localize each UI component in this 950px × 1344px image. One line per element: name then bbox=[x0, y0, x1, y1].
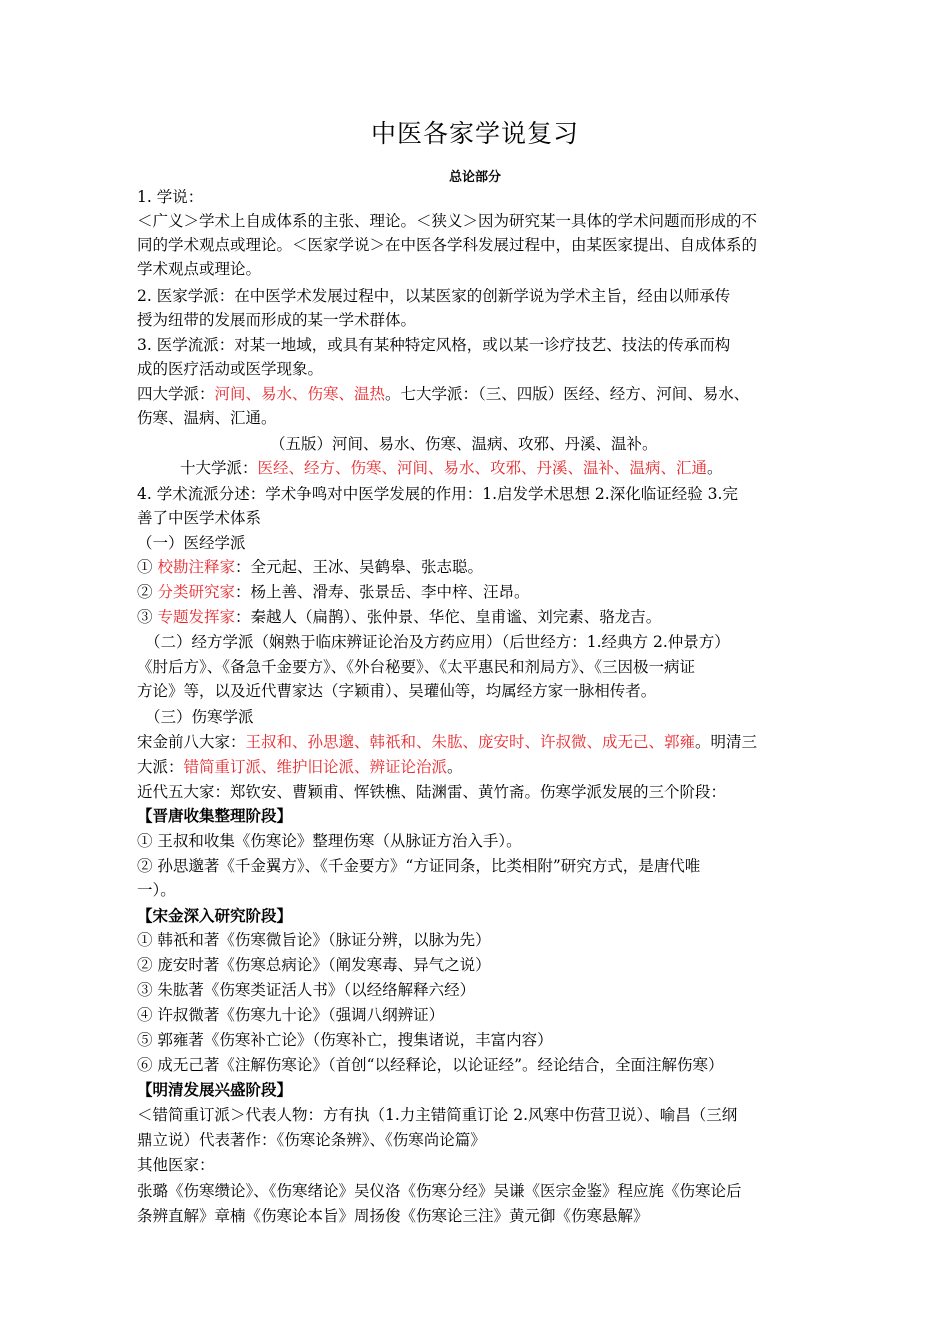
text-segment: 大派： bbox=[137, 758, 184, 776]
text-line bbox=[137, 1105, 737, 1125]
text-segment: 十大学派： bbox=[180, 459, 258, 477]
text-line bbox=[137, 980, 475, 1000]
text-line bbox=[137, 856, 700, 876]
text-segment: ＜广义＞学术上自成体系的主张、理论。＜狭义＞因为研究某一具体的学术问题而形成的不 bbox=[137, 212, 758, 230]
text-segment: 善了中医学术体系 bbox=[137, 509, 262, 527]
text-segment: 同的学术观点或理论。＜医家学说＞在中医各学科发展过程中，由某医家提出、自成体系的 bbox=[137, 236, 758, 254]
text-segment: 其他医家： bbox=[137, 1156, 215, 1174]
stage-heading: 【晋唐收集整理阶段】 bbox=[137, 806, 293, 825]
text-segment: ① bbox=[137, 558, 158, 576]
text-segment: ④ 许叔微著《伤寒九十论》（强调八纲辨证） bbox=[137, 1006, 445, 1024]
text-segment: 伤寒、温病、汇通。 bbox=[137, 409, 277, 427]
highlighted-text: 河间、易水、伤寒、温热 bbox=[214, 385, 386, 403]
text-segment: 宋金前八大家： bbox=[137, 733, 246, 751]
text-line bbox=[137, 533, 246, 553]
text-segment: 3. 医学流派：对某一地域，或具有某种特定风格，或以某一诊疗技艺、技法的传承而构 bbox=[137, 336, 731, 354]
highlighted-text: 专题发挥家 bbox=[157, 608, 235, 626]
text-line bbox=[137, 286, 730, 306]
text-line bbox=[137, 384, 749, 404]
text-line bbox=[137, 906, 292, 926]
text-segment: ③ 朱肱著《伤寒类证活人书》（以经络解释六经） bbox=[137, 981, 476, 999]
text-segment: 2. 医家学派：在中医学术发展过程中，以某医家的创新学说为学术主旨，经由以师承传 bbox=[137, 287, 731, 305]
text-line bbox=[137, 259, 261, 279]
text-segment: 方论》等，以及近代曹家达（字颖甫）、吴瓘仙等，均属经方家一脉相传者。 bbox=[137, 682, 657, 700]
text-segment: ② 孙思邈著《千金翼方》、《千金要方》“方证同条，比类相附”研究方式，是唐代唯 bbox=[137, 857, 701, 875]
text-line bbox=[137, 508, 261, 528]
text-segment: 一）。 bbox=[137, 881, 176, 899]
highlighted-text: 分类研究家 bbox=[157, 583, 235, 601]
text-line bbox=[137, 930, 491, 950]
highlighted-text: 医经、经方、伤寒、河间、易水、攻邪、丹溪、温补、温病、汇通 bbox=[257, 459, 708, 477]
text-line bbox=[137, 806, 292, 826]
text-segment: ② 庞安时著《伤寒总病论》（阐发寒毒、异气之说） bbox=[137, 956, 491, 974]
text-segment: 四大学派： bbox=[137, 385, 215, 403]
text-segment: 近代五大家：郑钦安、曹颖甫、恽铁樵、陆渊雷、黄竹斋。伤寒学派发展的三个阶段： bbox=[137, 783, 727, 801]
text-segment: ：秦越人（扁鹊）、张仲景、华佗、皇甫谧、刘完素、骆龙吉。 bbox=[234, 608, 662, 626]
text-line bbox=[137, 1030, 553, 1050]
text-segment: 条辨直解》章楠《伤寒论本旨》周扬俊《伤寒论三注》黄元御《伤寒悬解》 bbox=[137, 1207, 649, 1225]
text-line bbox=[137, 732, 757, 752]
text-line bbox=[137, 335, 730, 355]
highlighted-text: 王叔和、孙思邈、韩祇和、朱肱、庞安时、许叔微、成无己、郭雍 bbox=[245, 733, 696, 751]
text-segment: ⑤ 郭雍著《伤寒补亡论》（伤寒补亡，搜集诸说，丰富内容） bbox=[137, 1031, 553, 1049]
text-line bbox=[137, 1055, 724, 1075]
text-segment: 。 bbox=[707, 459, 723, 477]
text-line bbox=[137, 582, 529, 602]
text-segment: ＜错简重订派＞代表人物：方有执（1.力主错简重订论 2.风寒中伤营卫说）、喻昌（三纲 bbox=[137, 1106, 738, 1124]
text-segment: 授为纽带的发展而形成的某一学术群体。 bbox=[137, 311, 417, 329]
text-line bbox=[145, 707, 254, 727]
stage-heading: 【宋金深入研究阶段】 bbox=[137, 906, 293, 925]
text-line bbox=[137, 955, 491, 975]
text-line bbox=[137, 408, 277, 428]
text-line bbox=[137, 211, 757, 231]
text-line bbox=[137, 187, 203, 207]
text-line bbox=[137, 484, 738, 504]
text-line bbox=[180, 458, 723, 478]
text-line bbox=[137, 607, 661, 627]
text-line bbox=[137, 1206, 649, 1226]
text-line bbox=[137, 1080, 292, 1100]
text-line bbox=[137, 681, 656, 701]
text-segment: 。 bbox=[447, 758, 463, 776]
stage-heading: 【明清发展兴盛阶段】 bbox=[137, 1080, 293, 1099]
text-segment: （三）伤寒学派 bbox=[145, 708, 254, 726]
text-line bbox=[137, 880, 176, 900]
text-segment: 学术观点或理论。 bbox=[137, 260, 262, 278]
text-segment: 。七大学派：（三、四版）医经、经方、河间、易水、 bbox=[385, 385, 750, 403]
text-line bbox=[137, 782, 726, 802]
text-segment: （二）经方学派（娴熟于临床辨证论治及方药应用）（后世经方：1.经典方 2.仲景方） bbox=[145, 633, 730, 651]
text-line bbox=[137, 757, 463, 777]
text-segment: ② bbox=[137, 583, 158, 601]
text-line bbox=[137, 1005, 444, 1025]
text-line bbox=[137, 831, 522, 851]
text-segment: ：全元起、王冰、吴鹤皋、张志聪。 bbox=[234, 558, 483, 576]
text-segment: 4. 学术流派分述：学术争鸣对中医学发展的作用：1.启发学术思想 2.深化临证经验 3.完 bbox=[137, 485, 738, 503]
text-segment: ③ bbox=[137, 608, 158, 626]
text-segment: 。明清三 bbox=[695, 733, 758, 751]
text-segment: （五版）河间、易水、伤寒、温病、攻邪、丹溪、温补。 bbox=[270, 435, 658, 453]
text-line bbox=[270, 434, 658, 454]
text-line bbox=[137, 657, 695, 677]
text-line bbox=[137, 235, 757, 255]
text-segment: 鼎立说）代表著作：《伤寒论条辨》、《伤寒尚论篇》 bbox=[137, 1131, 486, 1149]
text-segment: ① 韩祇和著《伤寒微旨论》（脉证分辨，以脉为先） bbox=[137, 931, 491, 949]
text-segment: 成的医疗活动或医学现象。 bbox=[137, 360, 324, 378]
section-heading: 总论部分 bbox=[448, 170, 501, 185]
text-segment: 《肘后方》、《备急千金要方》、《外台秘要》、《太平惠民和剂局方》、《三因极一病证 bbox=[137, 658, 696, 676]
text-segment: ⑥ 成无己著《注解伤寒论》（首创“以经释论，以论证经”。经论结合，全面注解伤寒） bbox=[137, 1056, 724, 1074]
highlighted-text: 校勘注释家 bbox=[157, 558, 235, 576]
text-segment: 张璐《伤寒缵论》、《伤寒绪论》吴仪洛《伤寒分经》吴谦《医宗金鉴》程应旄《伤寒论后 bbox=[137, 1182, 742, 1200]
text-line bbox=[137, 1130, 486, 1150]
text-segment: （一）医经学派 bbox=[137, 534, 246, 552]
text-line bbox=[145, 632, 730, 652]
text-line bbox=[137, 1155, 215, 1175]
text-segment: 1. 学说： bbox=[137, 188, 204, 206]
text-line bbox=[137, 310, 416, 330]
document-title: 中医各家学说复习 bbox=[370, 119, 579, 148]
text-segment: ：杨上善、滑寿、张景岳、李中梓、汪昂。 bbox=[234, 583, 530, 601]
text-line bbox=[137, 1181, 742, 1201]
text-line bbox=[137, 359, 323, 379]
text-segment: ① 王叔和收集《伤寒论》整理伤寒（从脉证方治入手）。 bbox=[137, 832, 522, 850]
highlighted-text: 错简重订派、维护旧论派、辨证论治派 bbox=[183, 758, 448, 776]
text-line bbox=[137, 557, 483, 577]
